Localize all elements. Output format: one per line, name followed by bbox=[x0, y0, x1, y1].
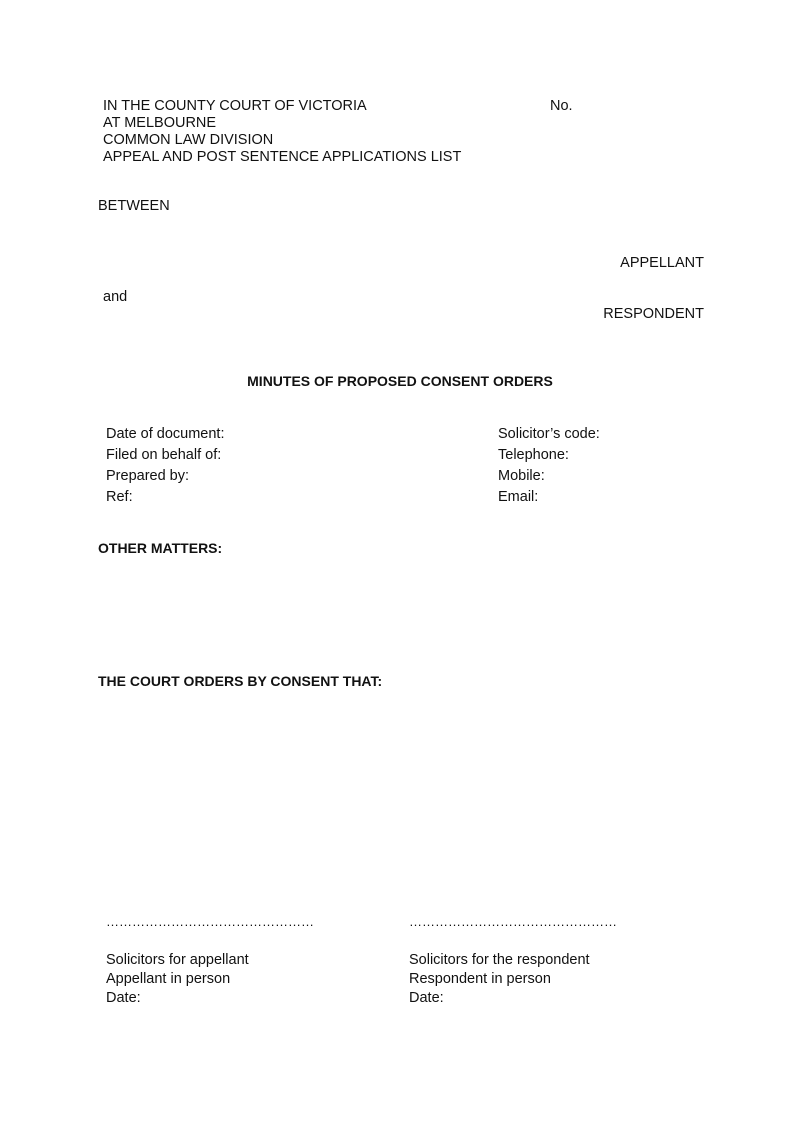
court-orders-heading: THE COURT ORDERS BY CONSENT THAT: bbox=[98, 673, 383, 689]
prepared-by-label: Prepared by: bbox=[106, 468, 190, 484]
and-label: and bbox=[103, 289, 128, 305]
date-of-document-label: Date of document: bbox=[106, 426, 225, 442]
court-name-line: IN THE COUNTY COURT OF VICTORIA bbox=[103, 98, 367, 114]
document-title: MINUTES OF PROPOSED CONSENT ORDERS bbox=[247, 373, 553, 389]
respondent-in-person-label: Respondent in person bbox=[409, 971, 551, 987]
appellant-date-label: Date: bbox=[106, 990, 141, 1006]
case-number-label: No. bbox=[550, 98, 573, 114]
solicitors-code-label: Solicitor’s code: bbox=[498, 426, 600, 442]
between-label: BETWEEN bbox=[98, 198, 170, 214]
appellant-signature-block bbox=[106, 951, 249, 1008]
ref-label: Ref: bbox=[106, 489, 133, 505]
filed-on-behalf-label: Filed on behalf of: bbox=[106, 447, 222, 463]
solicitors-for-respondent-label: Solicitors for the respondent bbox=[409, 952, 590, 968]
telephone-label: Telephone: bbox=[498, 447, 569, 463]
court-heading bbox=[103, 98, 461, 166]
solicitors-for-appellant-label: Solicitors for appellant bbox=[106, 952, 249, 968]
email-label: Email: bbox=[498, 489, 539, 505]
respondent-signature-line: ………………………………………… bbox=[409, 914, 617, 929]
appellant-signature-line: ………………………………………… bbox=[106, 914, 314, 929]
court-division-line: COMMON LAW DIVISION bbox=[103, 132, 274, 148]
document-details-left bbox=[106, 424, 225, 508]
court-location-line: AT MELBOURNE bbox=[103, 115, 217, 131]
appellant-label: APPELLANT bbox=[620, 255, 704, 271]
appellant-in-person-label: Appellant in person bbox=[106, 971, 231, 987]
court-list-line: APPEAL AND POST SENTENCE APPLICATIONS LIST bbox=[103, 149, 462, 165]
other-matters-heading: OTHER MATTERS: bbox=[98, 540, 223, 556]
respondent-label: RESPONDENT bbox=[603, 306, 704, 322]
document-details-right bbox=[498, 424, 600, 508]
mobile-label: Mobile: bbox=[498, 468, 545, 484]
respondent-signature-block bbox=[409, 951, 590, 1008]
respondent-date-label: Date: bbox=[409, 990, 444, 1006]
